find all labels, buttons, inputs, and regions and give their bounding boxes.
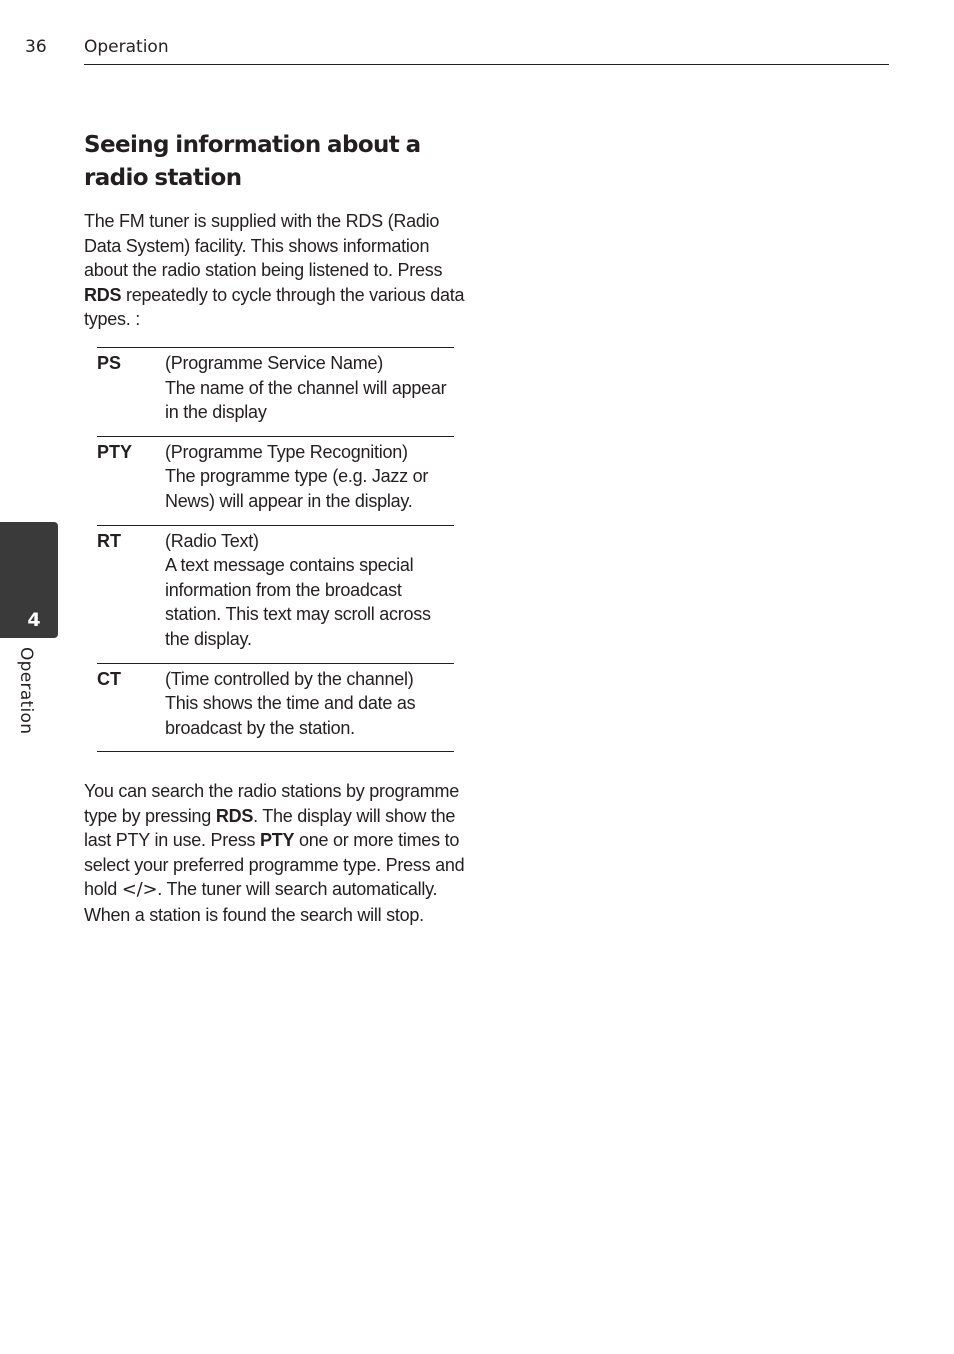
table-row: [97, 526, 454, 664]
header-rule: [84, 64, 889, 65]
table-row: [97, 437, 454, 526]
rds-detail: A text message contains special information from the broadcast station. This text may scroll across the display.: [165, 555, 431, 649]
chapter-label: Operation: [16, 647, 36, 735]
rds-code: PTY: [97, 441, 133, 462]
outro-paragraph: [84, 779, 469, 928]
pty-key: PTY: [260, 830, 295, 851]
rds-name: (Radio Text): [165, 530, 259, 551]
intro-paragraph: [84, 209, 469, 332]
intro-text-before: The FM tuner is supplied with the RDS (Radio Data System) facility. This shows information about the radio station being listened to. Press: [84, 211, 443, 281]
section-title: Seeing information about a radio station: [84, 132, 421, 191]
rds-name: (Programme Service Name): [165, 353, 384, 373]
rds-description: [165, 351, 454, 425]
rds-name: (Time controlled by the channel): [165, 668, 414, 689]
rds-key: RDS: [215, 805, 254, 826]
outro-text-1: You can search the radio stations by programme type by pressing: [84, 781, 460, 826]
page-number: 36: [25, 37, 47, 57]
rds-name: (Programme Type Recognition): [165, 441, 408, 462]
table-row: [97, 664, 454, 753]
table-row: [97, 348, 454, 437]
rds-code: RT: [97, 530, 121, 551]
rds-description: [165, 529, 454, 652]
rds-description: [165, 667, 454, 741]
rds-info-table: [97, 347, 454, 752]
outro-text-3: one or more times to select your preferred programme type. Press and hold: [84, 830, 465, 900]
rds-code: PS: [97, 353, 122, 373]
chapter-number: 4: [27, 609, 41, 631]
outro-text-2: . The display will show the last PTY in use. Press: [84, 805, 456, 851]
rds-key: RDS: [84, 284, 122, 305]
intro-text-after: repeatedly to cycle through the various data types. :: [84, 284, 465, 330]
running-header: Operation: [84, 37, 169, 57]
outro-text-4: . The tuner will search automatically. When a station is found the search will stop.: [84, 879, 438, 925]
rds-description: [165, 440, 454, 514]
rds-code: CT: [97, 668, 121, 689]
rds-detail: The name of the channel will appear in the display: [165, 377, 447, 423]
chapter-tab: [0, 522, 58, 638]
rds-detail: This shows the time and date as broadcast by the station.: [165, 693, 416, 738]
rds-detail: The programme type (e.g. Jazz or News) will appear in the display.: [165, 466, 429, 511]
skip-buttons-symbol: </>: [121, 879, 158, 901]
